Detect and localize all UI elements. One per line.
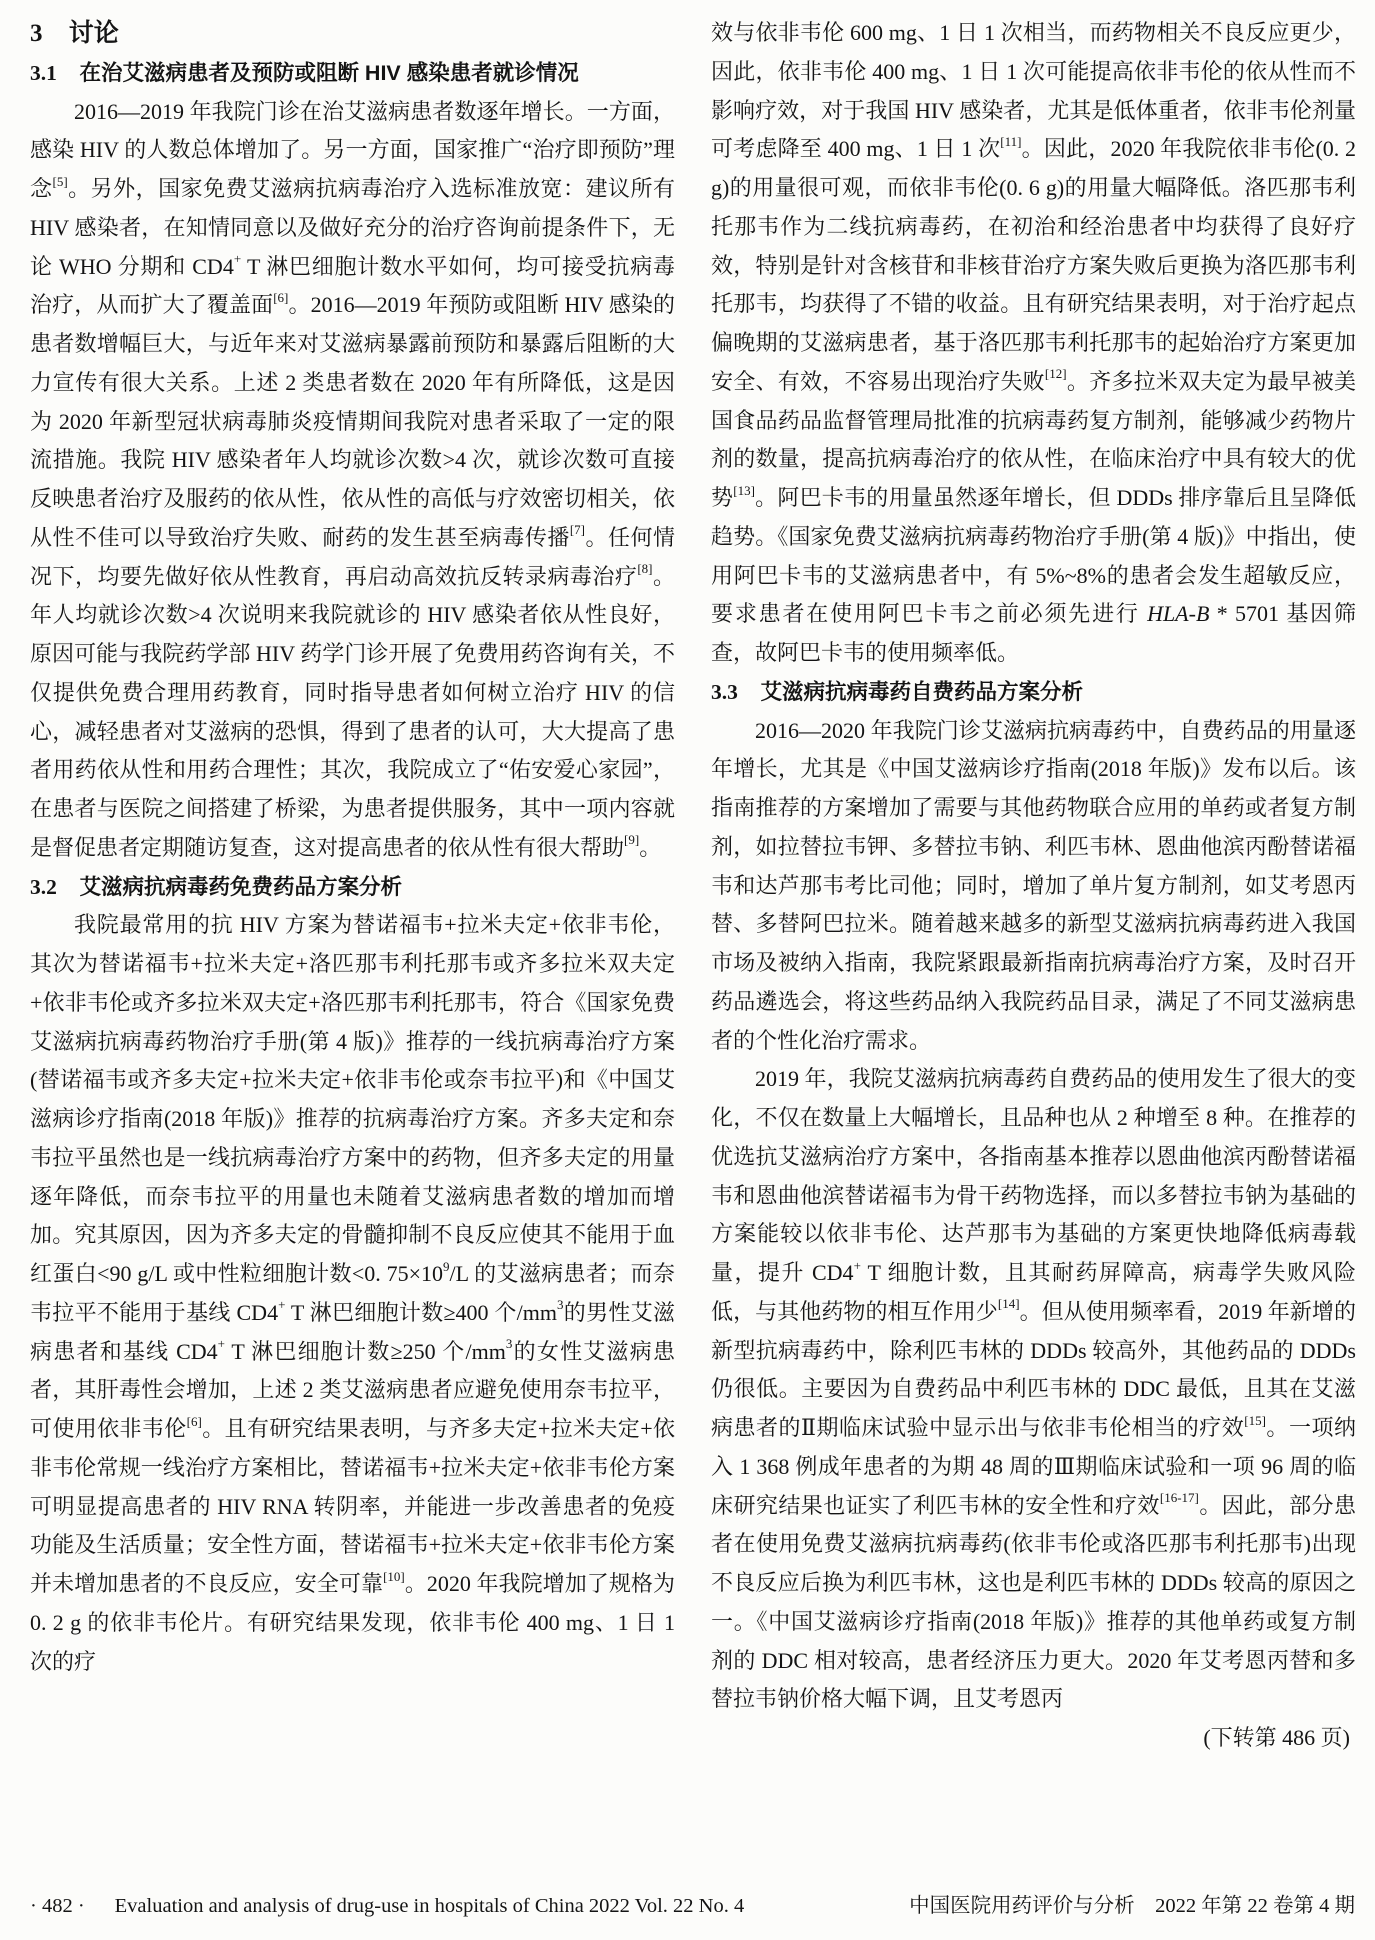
section-heading-3.2 — [30, 868, 675, 907]
section-number: 3 — [30, 20, 43, 47]
section-number: 3.1 — [30, 60, 57, 85]
page-number: · 482 · — [30, 1895, 85, 1917]
right-column — [711, 14, 1356, 1758]
paragraph: 2019 年，我院艾滋病抗病毒药自费药品的使用发生了很大的变化，不仅在数量上大幅增长，且品种也从 2 种增至 8 种。在推荐的优选抗艾滋病治疗方案中，各指南基本推荐以恩曲他滨丙酚替诺福韦和恩曲他滨替诺福韦为骨干药物选择，而以多替拉韦钠为基础的方案能较以依非韦伦、达芦那韦为基础的方案更快地降低病毒载量，提升 CD4+ T 细胞计数，且其耐药屏障高，病毒学失败风险低，与其他药物的相互作用少[14]。但从使用频率看，2019 年新增的新型抗病毒药中，除利匹韦林的 DDDs 较高外，其他药品的 DDDs 仍很低。主要因为自费药品中利匹韦林的 DDC 最低，且其在艾滋病患者的Ⅱ期临床试验中显示出与依非韦伦相当的疗效[15]。一项纳入 1 368 例成年患者的为期 48 周的Ⅲ期临床试验和一项 96 周的临床研究结果也证实了利匹韦林的安全性和疗效[16-17]。因此，部分患者在使用免费艾滋病抗病毒药(依非韦伦或洛匹那韦利托那韦)出现不良反应后换为利匹韦林，这也是利匹韦林的 DDDs 较高的原因之一。《中国艾滋病诊疗指南(2018 年版)》推荐的其他单药或复方制剂的 DDC 相对较高，患者经济压力更大。2020 年艾考恩丙替和多替拉韦钠价格大幅下调，且艾考恩丙 — [711, 1066, 1357, 1712]
section-heading-3 — [30, 14, 675, 54]
paragraph: 效与依非韦伦 600 mg、1 日 1 次相当，而药物相关不良反应更少，因此，依非韦伦 400 mg、1 日 1 次可能提高依非韦伦的依从性而不影响疗效，对于我国 HIV 感染者，尤其是低体重者，依非韦伦剂量可考虑降至 400 mg、1 日 1 次[11]。因此，2020 年我院依非韦伦(0. 2 g)的用量很可观，而依非韦伦(0. 6 g)的用量大幅降低。洛匹那韦利托那韦作为二线抗病毒药，在初治和经治患者中均获得了良好疗效，特别是针对含核苷和非核苷治疗方案失败后更换为洛匹那韦利托那韦，均获得了不错的收益。且有研究结果表明，对于治疗起点偏晚期的艾滋病患者，基于洛匹那韦利托那韦的起始治疗方案更加安全、有效，不容易出现治疗失败[12]。齐多拉米双夫定为最早被美国食品药品监督管理局批准的抗病毒药复方制剂，能够减少药物片剂的数量，提高抗病毒治疗的依从性，在临床治疗中具有较大的优势[13]。阿巴卡韦的用量虽然逐年增长，但 DDDs 排序靠后且呈降低趋势。《国家免费艾滋病抗病毒药物治疗手册(第 4 版)》中指出，使用阿巴卡韦的艾滋病患者中，有 5%~8%的患者会发生超敏反应，要求患者在使用阿巴卡韦之前必须先进行 HLA-B * 5701 基因筛查，故阿巴卡韦的使用频率低。 — [711, 20, 1356, 665]
page-footer — [30, 1888, 1355, 1918]
section-title: 在治艾滋病患者及预防或阻断 HIV 感染患者就诊情况 — [79, 60, 579, 85]
section-title: 艾滋病抗病毒药免费药品方案分析 — [79, 874, 402, 899]
paragraph: 2016—2020 年我院门诊艾滋病抗病毒药中，自费药品的用量逐年增长，尤其是《中国艾滋病诊疗指南(2018 年版)》发布以后。该指南推荐的方案增加了需要与其他药物联合应用的单药或者复方制剂，如拉替拉韦钾、多替拉韦钠、利匹韦林、恩曲他滨丙酚替诺福韦和达芦那韦考比司他；同时，增加了单片复方制剂，如艾考恩丙替、多替阿巴拉米。随着越来越多的新型艾滋病抗病毒药进入我国市场及被纳入指南，我院紧跟最新指南抗病毒治疗方案，及时召开药品遴选会，将这些药品纳入我院药品目录，满足了不同艾滋病患者的个性化治疗需求。 — [711, 717, 1356, 1053]
section-title: 艾滋病抗病毒药自费药品方案分析 — [760, 679, 1083, 704]
paragraph: 2016—2019 年我院门诊在治艾滋病患者数逐年增长。一方面，感染 HIV 的人数总体增加了。另一方面，国家推广“治疗即预防”理念[5]。另外，国家免费艾滋病抗病毒治疗入选标准放宽：建议所有 HIV 感染者，在知情同意以及做好充分的治疗咨询前提条件下，无论 WHO 分期和 CD4+ T 淋巴细胞计数水平如何，均可接受抗病毒治疗，从而扩大了覆盖面[6]。2016—2019 年预防或阻断 HIV 感染的患者数增幅巨大，与近年来对艾滋病暴露前预防和暴露后阻断的大力宣传有很大关系。上述 2 类患者数在 2020 年有所降低，这是因为 2020 年新型冠状病毒肺炎疫情期间我院对患者采取了一定的限流措施。我院 HIV 感染者年人均就诊次数>4 次，就诊次数可直接反映患者治疗及服药的依从性，依从性的高低与疗效密切相关，依从性不佳可以导致治疗失败、耐药的发生甚至病毒传播[7]。任何情况下，均要先做好依从性教育，再启动高效抗反转录病毒治疗[8]。年人均就诊次数>4 次说明来我院就诊的 HIV 感染者依从性良好，原因可能与我院药学部 HIV 药学门诊开展了免费用药咨询有关，不仅提供免费合理用药教育，同时指导患者如何树立治疗 HIV 的信心，减轻患者对艾滋病的恐惧，得到了患者的认可，大大提高了患者用药依从性和用药合理性；其次，我院成立了“佑安爱心家园”，在患者与医院之间搭建了桥梁，为患者提供服务，其中一项内容就是督促患者定期随访复查，这对提高患者的依从性有很大帮助[9]。 — [30, 98, 675, 860]
section-title: 讨论 — [68, 19, 119, 47]
section-number: 3.2 — [30, 874, 57, 899]
section-heading-3.1 — [30, 54, 675, 93]
section-number: 3.3 — [711, 679, 738, 704]
section-heading-3.3 — [711, 673, 1356, 712]
paragraph: 我院最常用的抗 HIV 方案为替诺福韦+拉米夫定+依非韦伦，其次为替诺福韦+拉米夫定+洛匹那韦利托那韦或齐多拉米双夫定+依非韦伦或齐多拉米双夫定+洛匹那韦利托那韦，符合《国家免费艾滋病抗病毒药物治疗手册(第 4 版)》推荐的一线抗病毒治疗方案(替诺福韦或齐多夫定+拉米夫定+依非韦伦或奈韦拉平)和《中国艾滋病诊疗指南(2018 年版)》推荐的抗病毒治疗方案。齐多夫定和奈韦拉平虽然也是一线抗病毒治疗方案中的药物，但齐多夫定的用量逐年降低，而奈韦拉平的用量也未随着艾滋病患者数的增加而增加。究其原因，因为齐多夫定的骨髓抑制不良反应使其不能用于血红蛋白<90 g/L 或中性粒细胞计数<0. $75\times 10^9/L$ 的艾滋病患者；而奈韦拉平不能用于基线 CD4+ T 淋巴细胞计数≥400 个$/mm^3$的男性艾滋病患者和基线 CD4+ T 淋巴细胞计数≥250 个$/mm^3$的女性艾滋病患者，其肝毒性会增加，上述 2 类艾滋病患者应避免使用奈韦拉平，可使用依非韦伦[6]。且有研究结果表明，与齐多夫定+拉米夫定+依非韦伦常规一线治疗方案相比，替诺福韦+拉米夫定+依非韦伦方案可明显提高患者的 HIV RNA 转阴率，并能进一步改善患者的免疫功能及生活质量；安全性方面，替诺福韦+拉米夫定+依非韦伦方案并未增加患者的不良反应，安全可靠[10]。2020 年我院增加了规格为 0. 2 g 的依非韦伦片。有研究结果发现，依非韦伦 400 mg、1 日 1 次的疗 — [30, 912, 675, 1674]
journal-title-en: Evaluation and analysis of drug-use in hospitals of China 2022 Vol. 22 No. 4 — [114, 1895, 745, 1917]
continuation-note: (下转第 486 页) — [1203, 1725, 1350, 1750]
left-column — [30, 14, 675, 1758]
footer-left — [30, 1895, 744, 1918]
journal-title-cn: 中国医院用药评价与分析 2022 年第 22 卷第 4 期 — [909, 1895, 1355, 1917]
